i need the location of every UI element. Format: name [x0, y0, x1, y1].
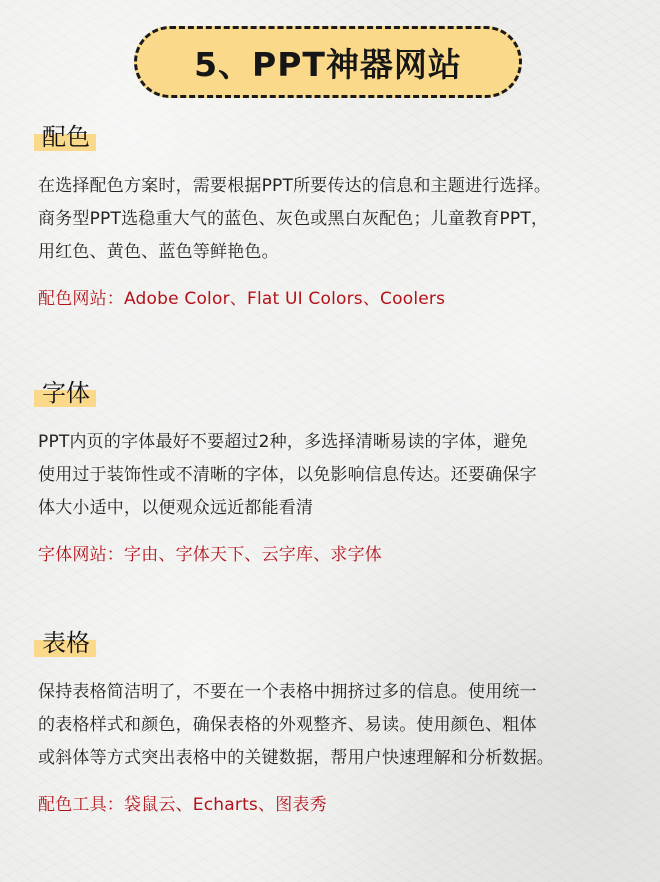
body-line: 体大小适中，以便观众远近都能看清	[38, 498, 314, 518]
section-body-table	[38, 676, 638, 775]
body-line: 或斜体等方式突出表格中的关键数据，帮用户快速理解和分析数据。	[38, 748, 554, 768]
body-line: 商务型PPT选稳重大气的蓝色、灰色或黑白灰配色；儿童教育PPT，	[38, 209, 549, 229]
section-font	[38, 378, 638, 567]
body-line: 在选择配色方案时，需要根据PPT所要传达的信息和主题进行选择。	[38, 176, 552, 196]
resource-label: 配色网站：	[38, 289, 124, 309]
section-table	[38, 628, 638, 817]
section-heading-table: 表格	[42, 629, 90, 657]
resource-label: 配色工具：	[38, 795, 124, 815]
body-line: PPT内页的字体最好不要超过2种，多选择清晰易读的字体，避免	[38, 432, 528, 452]
body-line: 使用过于装饰性或不清晰的字体，以免影响信息传达。还要确保字	[38, 465, 537, 485]
section-body-font	[38, 426, 638, 525]
title-banner	[134, 26, 522, 98]
section-heading-wrap	[38, 628, 638, 662]
resource-list: Adobe Color、Flat UI Colors、Coolers	[124, 289, 446, 309]
section-body-color	[38, 170, 638, 269]
resource-label: 字体网站：	[38, 545, 124, 565]
resource-list: 袋鼠云、Echarts、图表秀	[124, 795, 327, 815]
section-heading-font: 字体	[42, 379, 90, 407]
body-line: 保持表格简洁明了，不要在一个表格中拥挤过多的信息。使用统一	[38, 682, 537, 702]
resource-line-table	[38, 793, 638, 817]
body-line: 用红色、黄色、蓝色等鲜艳色。	[38, 242, 279, 262]
section-heading-color: 配色	[42, 123, 90, 151]
section-heading-wrap	[38, 378, 638, 412]
resource-line-font	[38, 543, 638, 567]
resource-list: 字由、字体天下、云字库、求字体	[124, 545, 382, 565]
resource-line-color	[38, 287, 638, 311]
section-color	[38, 122, 638, 311]
section-heading-wrap	[38, 122, 638, 156]
page-title: 5、PPT神器网站	[194, 44, 462, 84]
body-line: 的表格样式和颜色，确保表格的外观整齐、易读。使用颜色、粗体	[38, 715, 537, 735]
